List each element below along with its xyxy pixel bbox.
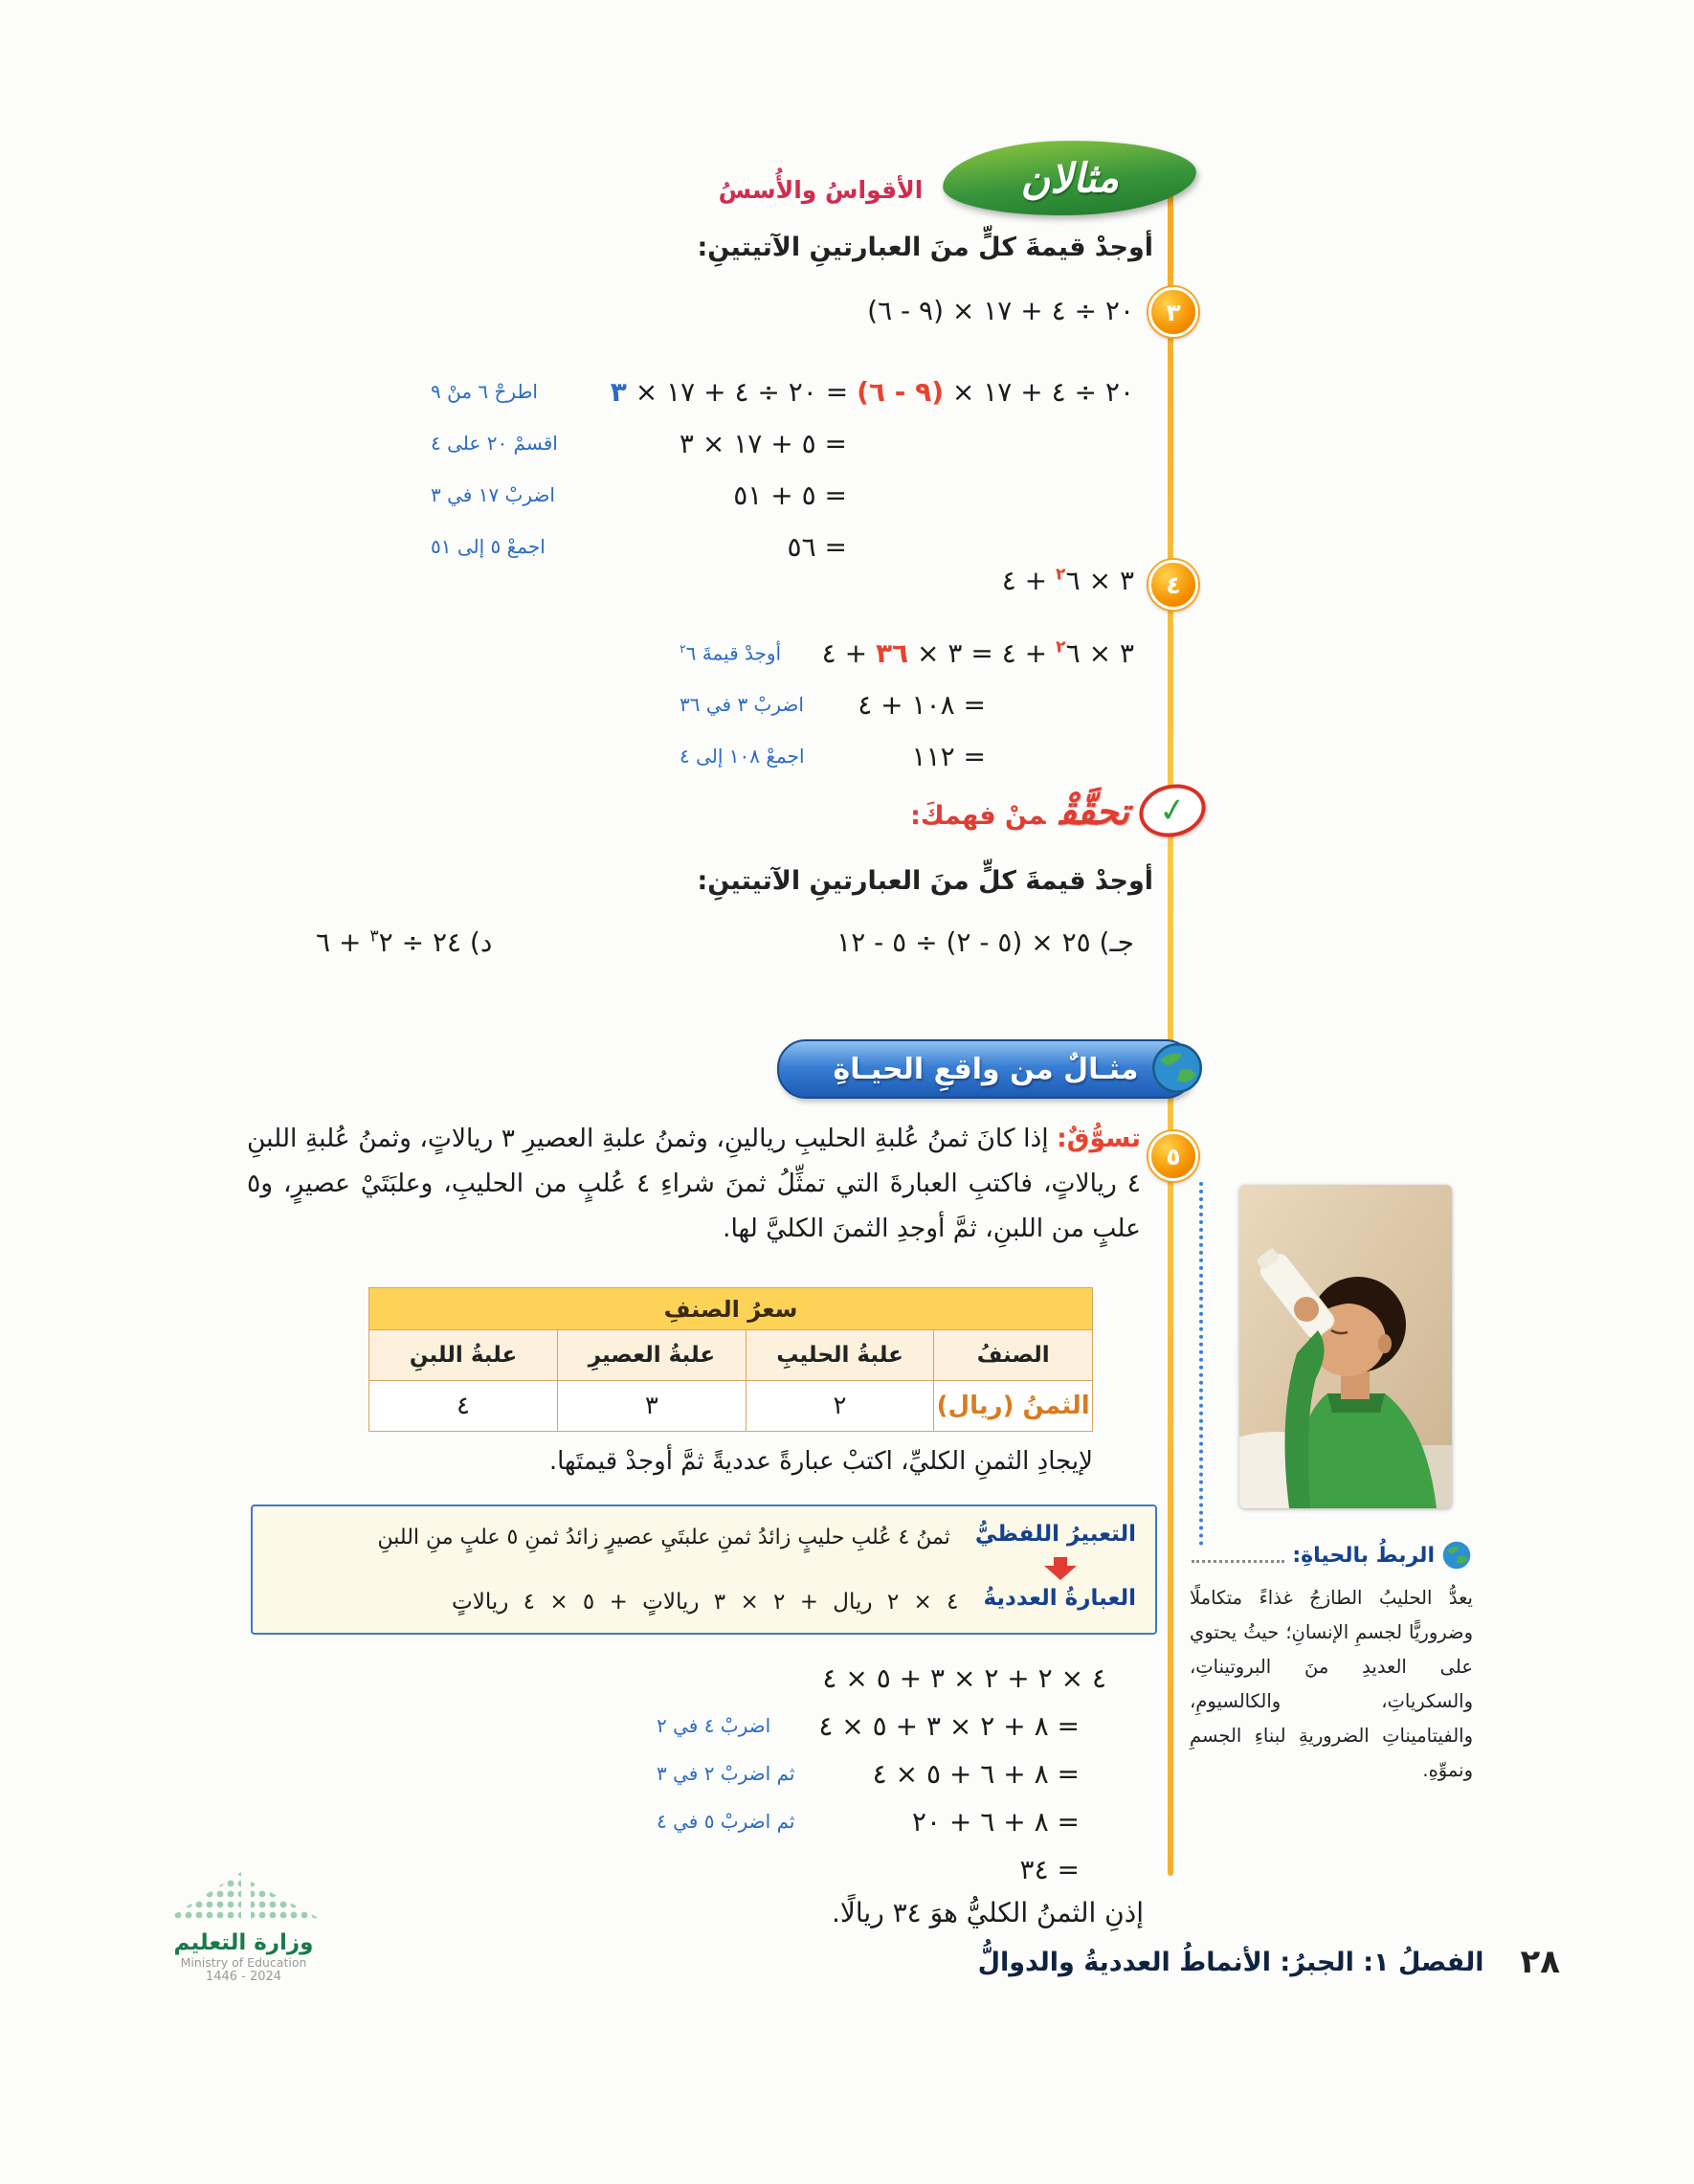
conclusion-text: إذنِ الثمنُ الكليُّ هوَ ٣٤ ريالًا. xyxy=(832,1897,1144,1928)
step-math: = ٨ + ٦ + ٢٠ xyxy=(911,1805,1080,1838)
step-hint: اضربْ ٣ في ٣٦ xyxy=(680,693,804,716)
examples-banner xyxy=(942,138,1197,219)
ministry-logo-mark xyxy=(163,1868,325,1928)
life-connection-header xyxy=(1192,1541,1471,1570)
step-hint: أوجدْ قيمةَ $٦^٢$ xyxy=(680,640,782,665)
instruction-text: أوجدْ قيمةَ كلٍّ منَ العبارتينِ الآتيتينِ: xyxy=(697,233,1153,262)
step-row xyxy=(431,417,1134,469)
numeric-expression-label: العبارةُ العدديةُ xyxy=(983,1586,1136,1611)
example-4-expression: ٣ × $٦^٢$ + ٤ xyxy=(1001,565,1134,596)
shopping-problem xyxy=(247,1116,1141,1251)
globe-icon xyxy=(1442,1541,1471,1570)
column-header-item: الصنفُ xyxy=(934,1330,1093,1381)
step-math: = ٥ + ١٧ × ٣ xyxy=(679,427,847,459)
real-life-banner xyxy=(777,1039,1194,1099)
check-instruction: أوجدْ قيمةَ كلٍّ منَ العبارتينِ الآتيتينِ: xyxy=(697,866,1153,896)
checkmark-glyph: ✓ xyxy=(1156,790,1189,832)
numeric-expression-text: ٤ × ٢ ريال + ٢ × ٣ ريالاتٍ + ٥ × ٤ ريالاتٍ xyxy=(452,1590,959,1615)
ministry-logo-english: Ministry of Education xyxy=(180,1955,307,1971)
example-4-badge: ٤ xyxy=(1148,560,1198,610)
step-row xyxy=(431,469,1134,521)
down-arrow-icon xyxy=(1044,1557,1077,1580)
life-connection-text: يعدُّ الحليبُ الطازجُ غذاءً متكاملًا وضروريًّا لجسمِ الإنسانِ؛ حيثُ يحتوي على العديدِ منَ البروتيناتِ، والسكرياتِ، والكالسيومِ، والفيتاميناتِ الضروريةِ لبناءِ الجسمِ ونموِّهِ. xyxy=(1190,1587,1473,1782)
check-title-sub: منْ فهمكَ: xyxy=(910,801,1046,831)
step-math: = ١٠٨ + ٤ xyxy=(858,688,986,721)
step-hint: اقسمْ ٢٠ على ٤ xyxy=(431,432,558,455)
step-math: ٢٠ ÷ ٤ + ١٧ × (٩ - ٦) = ٢٠ ÷ ٤ + ١٧ × ٣ xyxy=(610,375,1134,408)
price-value-juice: ٣ xyxy=(558,1381,747,1432)
step-row xyxy=(657,1702,1106,1749)
check-understanding-title xyxy=(670,791,1129,833)
step-math: = ٣٤ xyxy=(1019,1853,1080,1885)
topic-label: الأقواسُ والأُسسُ xyxy=(718,176,924,204)
step-row xyxy=(657,1749,1106,1797)
check-title-main: تحقَّقْ xyxy=(1059,791,1129,833)
globe-icon xyxy=(1152,1043,1202,1093)
ministry-logo xyxy=(155,1868,332,1984)
check-item-d: د) ٢٤ ÷ $٢^٣$ + ٦ xyxy=(316,926,493,958)
step-row xyxy=(431,366,1134,417)
column-header-yogurt: علبةُ اللبنِ xyxy=(369,1330,558,1381)
page-number: ٢٨ xyxy=(1520,1943,1560,1981)
example-3-expression: ٢٠ ÷ ٤ + ١٧ × (٩ - ٦) xyxy=(867,295,1134,326)
ministry-logo-years: 2024 - 1446 xyxy=(205,1970,282,1985)
step-hint: ثم اضربْ ٢ في ٣ xyxy=(657,1762,795,1785)
step-row xyxy=(657,1654,1106,1702)
shopping-lead: تسوُّقٌ: xyxy=(1057,1124,1141,1153)
example-5-steps xyxy=(657,1654,1106,1893)
step-hint: اطرحْ ٦ منْ ٩ xyxy=(431,380,538,403)
price-table xyxy=(368,1287,1093,1432)
step-hint: اضربْ ١٧ في ٣ xyxy=(431,483,555,506)
step-math: = ١١٢ xyxy=(911,740,986,772)
dotted-leader xyxy=(1192,1549,1284,1563)
example-3-badge: ٣ xyxy=(1148,287,1198,337)
find-total-text: لإيجادِ الثمنِ الكليِّ، اكتبْ عبارةً عدديةً ثمَّ أوجدْ قيمتَها. xyxy=(548,1447,1093,1476)
verbal-expression-text: ثمنُ ٤ عُلبِ حليبٍ زائدُ ثمنِ علبتَيِ عصيرٍ زائدُ ثمنِ ٥ علبٍ منِ اللبنِ xyxy=(377,1526,950,1549)
column-header-milk: علبةُ الحليبِ xyxy=(746,1330,934,1381)
example-4-steps xyxy=(680,627,1134,782)
boy-drinking-milk-photo xyxy=(1239,1185,1452,1508)
row-label-price: الثمنُ (ريال) xyxy=(934,1381,1093,1432)
page-footer xyxy=(978,1943,1560,1981)
table-caption: سعرُ الصنفِ xyxy=(369,1288,1093,1330)
check-items xyxy=(316,926,1134,958)
verbal-expression-label: التعبيرُ اللفظيُّ xyxy=(974,1522,1136,1547)
step-hint: اجمعْ ٥ إلى ٥١ xyxy=(431,535,546,558)
section-rail-line xyxy=(1168,177,1173,1876)
example-3-steps xyxy=(431,366,1134,572)
column-header-juice: علبةُ العصيرِ xyxy=(558,1330,747,1381)
ministry-logo-arabic: وزارة التعليم xyxy=(173,1930,314,1955)
step-row xyxy=(657,1845,1106,1893)
step-math: = ٨ + ٦ + ٥ × ٤ xyxy=(872,1757,1080,1790)
price-value-yogurt: ٤ xyxy=(369,1381,558,1432)
price-value-milk: ٢ xyxy=(746,1381,934,1432)
shopping-problem-text: إذا كانَ ثمنُ عُلبةِ الحليبِ ريالينِ، وثمنُ علبةِ العصيرِ ٣ ريالاتٍ، وثمنُ عُلبةِ اللبنِ ٤ ريالاتٍ، فاكتبِ العبارةَ التي تمثِّلُ ثمنَ شراءِ ٤ عُلبٍ من الحليبِ، وعلبَتَيْ عصيرٍ، و٥ علبٍ من اللبنِ، ثمَّ أوجدِ الثمنَ الكليَّ لها. xyxy=(247,1124,1142,1244)
check-item-c: جـ) ٢٥ × (٥ - ٢) ÷ ٥ - ١٢ xyxy=(836,926,1134,958)
step-math: ٣ × $٦^٢$ + ٤ = ٣ × ٣٦ + ٤ xyxy=(821,636,1134,669)
check-icon xyxy=(1134,777,1212,843)
chapter-title: الفصلُ ١: الجبرُ: الأنماطُ العدديةُ والدوالُّ xyxy=(977,1947,1484,1977)
expression-box xyxy=(251,1504,1157,1635)
step-math: ٤ × ٢ + ٢ × ٣ + ٥ × ٤ xyxy=(822,1661,1106,1694)
step-row xyxy=(680,730,1134,782)
step-math: = ٨ + ٢ × ٣ + ٥ × ٤ xyxy=(818,1709,1080,1742)
example-5-badge: ٥ xyxy=(1148,1131,1198,1181)
examples-banner-label: مثالان xyxy=(1019,153,1120,203)
step-row xyxy=(657,1797,1106,1845)
step-row xyxy=(680,679,1134,730)
step-hint: ثم اضربْ ٥ في ٤ xyxy=(657,1810,795,1833)
step-math: = ٥ + ٥١ xyxy=(733,479,847,511)
dotted-connector-line xyxy=(1199,1182,1203,1546)
life-connection-label: الربطُ بالحياةِ: xyxy=(1292,1543,1435,1568)
step-hint: اجمعْ ١٠٨ إلى ٤ xyxy=(680,745,805,768)
step-hint: اضربْ ٤ في ٢ xyxy=(657,1714,771,1737)
step-row xyxy=(680,627,1134,679)
step-math: = ٥٦ xyxy=(787,530,847,563)
real-life-banner-label: مثـالٌ من واقعِ الحيـاةِ xyxy=(833,1052,1139,1086)
